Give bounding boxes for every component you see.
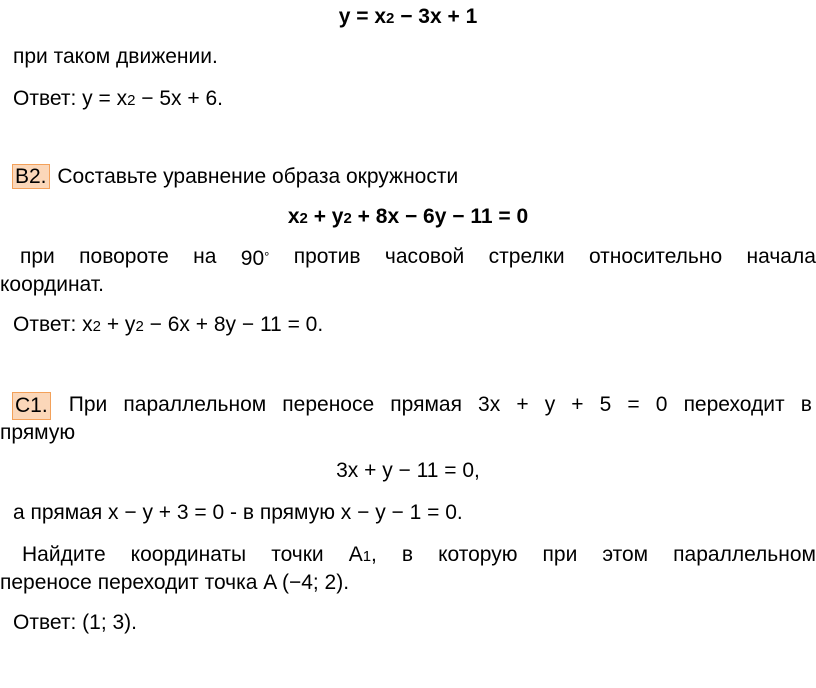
eq1-pre: y = x	[338, 5, 387, 28]
answer1-post: − 5x + 6.	[135, 87, 223, 110]
find-line-1: Найдите координаты точки A1, в которую при этом параллельном	[22, 543, 816, 566]
find-line-2: переносе переходит точка A (−4; 2).	[0, 571, 350, 594]
task-b2-heading	[12, 164, 458, 190]
answer1-exponent: 2	[127, 92, 136, 109]
task-b2-text: Составьте уравнение образа окружности	[51, 165, 459, 188]
equation-circle	[0, 204, 816, 232]
task-c1-line-2: прямую	[0, 421, 76, 444]
answer-1	[13, 86, 223, 114]
circle-eq-a: x	[287, 205, 300, 228]
task-b2-label: B2.	[12, 164, 50, 189]
rotation-line-1: при повороте на 90° против часовой стрелки относительно начала	[20, 245, 816, 270]
degree-symbol: °	[264, 249, 270, 264]
point-a1-subscript: 1	[362, 548, 372, 565]
answer-b2-b: + y	[101, 313, 136, 336]
task-c1-line-3: а прямая x − y + 3 = 0 - в прямую x − y − 1 = 0.	[13, 501, 463, 524]
equation-line: 3x + y − 11 = 0,	[336, 459, 480, 482]
circle-eq-c: + 8x − 6y − 11 = 0	[351, 205, 529, 228]
circle-eq-b: + y	[307, 205, 344, 228]
circle-eq-exp2: 2	[343, 210, 352, 227]
rotation-line-2: координат.	[0, 273, 104, 296]
circle-eq-exp1: 2	[299, 210, 308, 227]
answer-b2-exp2: 2	[135, 318, 144, 335]
task-c1-line-1: C1. При параллельном переносе прямая 3x + y + 5 = 0 переходит в	[12, 392, 816, 420]
motion-text: при таком движении.	[13, 45, 218, 68]
answer-b2-c: − 6x + 8y − 11 = 0.	[143, 313, 324, 336]
answer-b2	[13, 312, 323, 340]
eq1-exponent: 2	[386, 10, 395, 27]
answer-b2-a: Ответ: x	[13, 313, 93, 336]
eq1-post: − 3x + 1	[394, 5, 478, 28]
answer-b2-exp1: 2	[92, 318, 101, 335]
answer-c1: Ответ: (1; 3).	[13, 611, 137, 634]
answer1-pre: Ответ: y = x	[13, 87, 128, 110]
task-c1-label: C1.	[12, 392, 51, 420]
equation-parabola	[0, 4, 816, 32]
